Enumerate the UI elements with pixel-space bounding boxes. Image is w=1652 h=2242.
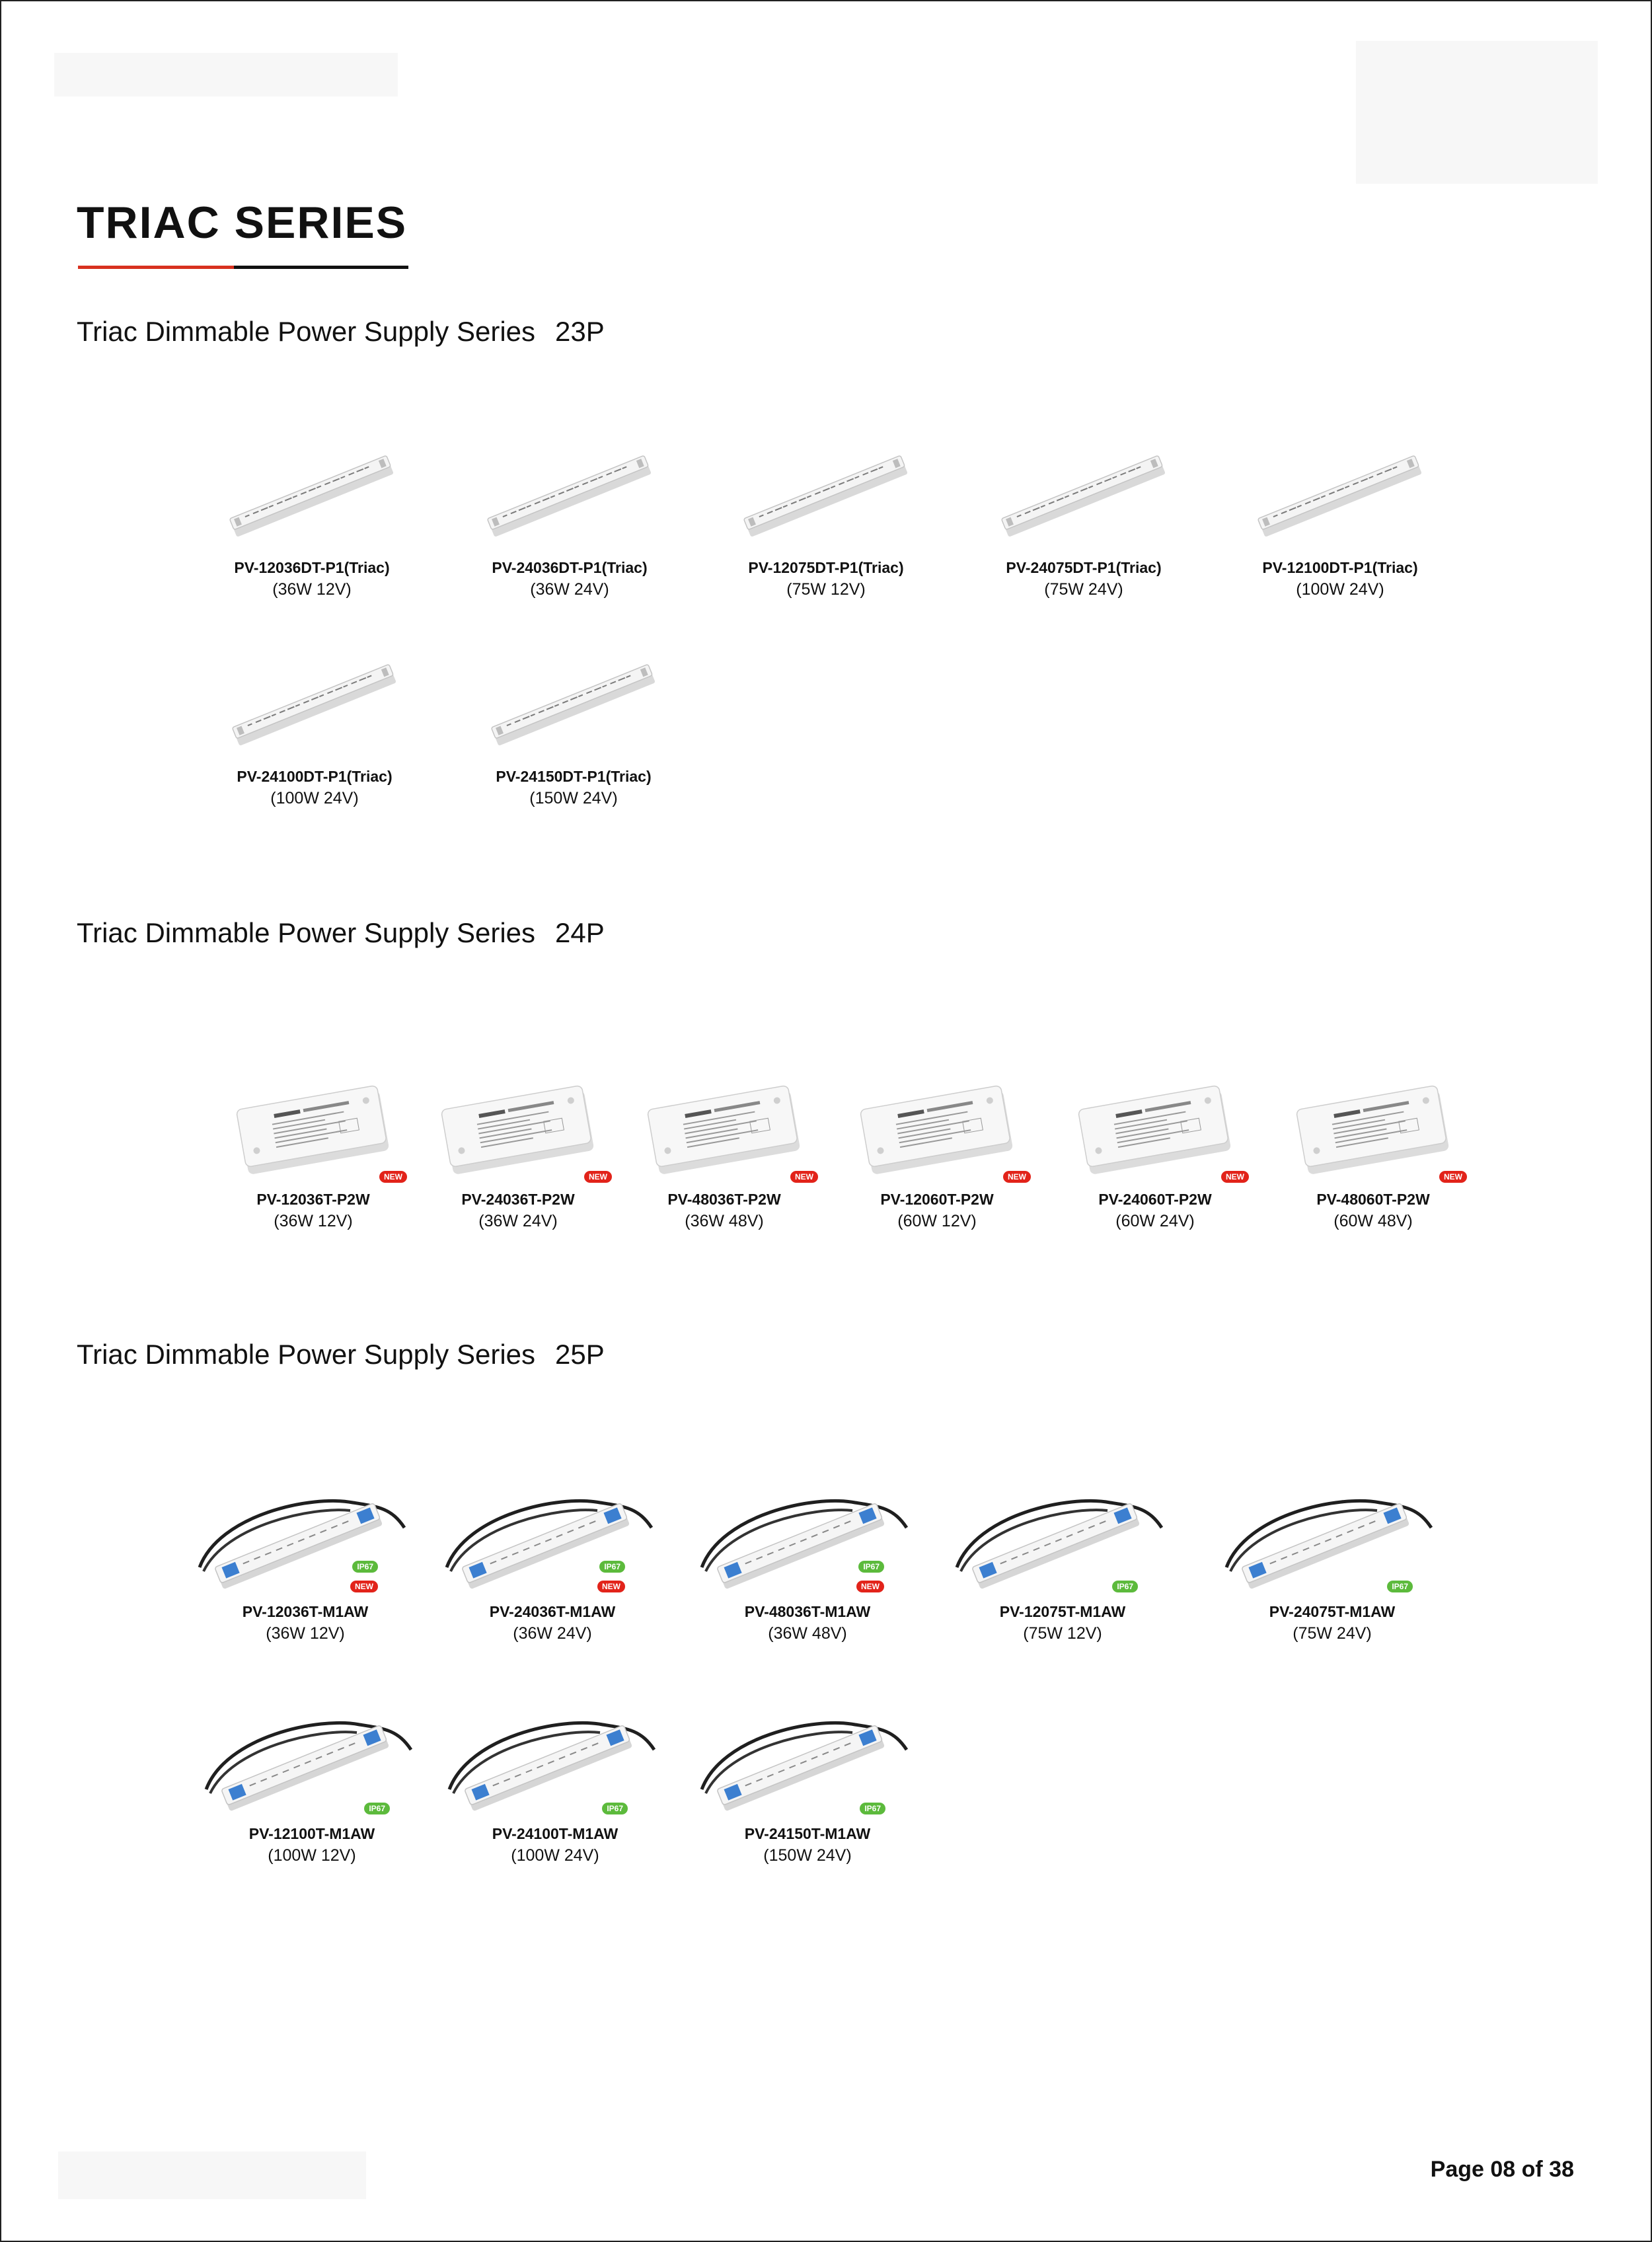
product-card[interactable] bbox=[427, 1468, 678, 1666]
page-title: TRIAC SERIES bbox=[77, 198, 408, 248]
waterproof-driver-image bbox=[427, 1468, 678, 1600]
ip67-badge: IP67 bbox=[602, 1803, 628, 1814]
slim-driver-image bbox=[444, 424, 695, 556]
product-name: PV-12036DT-P1(Triac) bbox=[234, 559, 390, 576]
waterproof-driver-image bbox=[682, 1690, 933, 1822]
new-badge: NEW bbox=[350, 1581, 378, 1592]
product-name: PV-24100DT-P1(Triac) bbox=[237, 768, 393, 785]
section-heading-23p bbox=[77, 316, 605, 348]
waterproof-driver-image bbox=[937, 1468, 1188, 1600]
slim-driver-image bbox=[700, 424, 952, 556]
new-badge: NEW bbox=[856, 1581, 884, 1592]
page-number: Page 08 of 38 bbox=[1430, 2157, 1574, 2182]
product-name: PV-12060T-P2W bbox=[880, 1191, 994, 1208]
product-card[interactable] bbox=[1207, 1468, 1458, 1666]
waterproof-driver-image bbox=[682, 1468, 933, 1600]
new-badge: NEW bbox=[1439, 1171, 1467, 1183]
product-name: PV-24150DT-P1(Triac) bbox=[496, 768, 652, 785]
product-name: PV-48036T-M1AW bbox=[744, 1603, 871, 1620]
product-spec: (36W 48V) bbox=[685, 1212, 764, 1230]
waterproof-driver-image bbox=[1207, 1468, 1458, 1600]
product-spec: (75W 24V) bbox=[1293, 1624, 1372, 1643]
product-card[interactable] bbox=[958, 424, 1209, 622]
product-card[interactable] bbox=[180, 1468, 431, 1666]
title-underline-accent bbox=[78, 266, 234, 269]
product-spec: (36W 12V) bbox=[272, 580, 352, 599]
faint-header-mark bbox=[1356, 41, 1598, 184]
product-name: PV-24060T-P2W bbox=[1098, 1191, 1212, 1208]
product-name: PV-24036T-P2W bbox=[461, 1191, 575, 1208]
slim-driver-image bbox=[448, 633, 699, 765]
product-card[interactable] bbox=[1215, 424, 1466, 622]
waterproof-driver-image bbox=[430, 1690, 681, 1822]
product-card[interactable] bbox=[700, 424, 952, 622]
slim-driver-image bbox=[186, 424, 437, 556]
product-spec: (100W 12V) bbox=[268, 1846, 356, 1865]
box-driver-image bbox=[1030, 1056, 1281, 1188]
section-heading-25p bbox=[77, 1339, 605, 1370]
product-name: PV-48060T-P2W bbox=[1316, 1191, 1430, 1208]
product-card[interactable] bbox=[811, 1056, 1063, 1254]
new-badge: NEW bbox=[1003, 1171, 1031, 1183]
slim-driver-image bbox=[189, 633, 440, 765]
product-card[interactable] bbox=[430, 1690, 681, 1888]
product-name: PV-12036T-P2W bbox=[256, 1191, 370, 1208]
title-underline bbox=[78, 266, 408, 269]
section-label: Triac Dimmable Power Supply Series bbox=[77, 917, 536, 948]
ip67-badge: IP67 bbox=[364, 1803, 390, 1814]
product-name: PV-12100T-M1AW bbox=[248, 1825, 375, 1842]
new-badge: NEW bbox=[1221, 1171, 1249, 1183]
product-spec: (75W 24V) bbox=[1044, 580, 1123, 599]
product-card[interactable] bbox=[448, 633, 699, 831]
product-spec: (60W 48V) bbox=[1333, 1212, 1413, 1230]
ip67-badge: IP67 bbox=[352, 1561, 378, 1573]
ip67-badge: IP67 bbox=[1387, 1581, 1413, 1592]
ip67-badge: IP67 bbox=[1112, 1581, 1138, 1592]
section-code: 24P bbox=[555, 917, 605, 948]
product-name: PV-24100T-M1AW bbox=[492, 1825, 619, 1842]
new-badge: NEW bbox=[584, 1171, 612, 1183]
product-card[interactable] bbox=[1030, 1056, 1281, 1254]
new-badge: NEW bbox=[790, 1171, 818, 1183]
product-spec: (75W 12V) bbox=[786, 580, 866, 599]
product-spec: (36W 24V) bbox=[513, 1624, 592, 1643]
product-spec: (60W 12V) bbox=[897, 1212, 977, 1230]
product-name: PV-48036T-P2W bbox=[667, 1191, 781, 1208]
faint-header-logo bbox=[54, 53, 398, 96]
slim-driver-image bbox=[1215, 424, 1466, 556]
product-card[interactable] bbox=[186, 1690, 437, 1888]
ip67-badge: IP67 bbox=[860, 1803, 885, 1814]
product-card[interactable] bbox=[682, 1468, 933, 1666]
product-spec: (36W 24V) bbox=[530, 580, 609, 599]
product-spec: (36W 48V) bbox=[768, 1624, 847, 1643]
product-card[interactable] bbox=[186, 424, 437, 622]
product-card[interactable] bbox=[189, 633, 440, 831]
section-code: 23P bbox=[555, 316, 605, 347]
product-name: PV-24075DT-P1(Triac) bbox=[1006, 559, 1162, 576]
product-card[interactable] bbox=[1248, 1056, 1499, 1254]
faint-footer-mark bbox=[58, 2151, 366, 2199]
product-name: PV-24036DT-P1(Triac) bbox=[492, 559, 648, 576]
product-spec: (100W 24V) bbox=[1296, 580, 1384, 599]
section-heading-24p bbox=[77, 917, 605, 949]
product-spec: (60W 24V) bbox=[1115, 1212, 1195, 1230]
product-spec: (36W 12V) bbox=[266, 1624, 345, 1643]
section-label: Triac Dimmable Power Supply Series bbox=[77, 1339, 536, 1370]
product-name: PV-12075T-M1AW bbox=[999, 1603, 1126, 1620]
product-card[interactable] bbox=[444, 424, 695, 622]
slim-driver-image bbox=[958, 424, 1209, 556]
product-spec: (150W 24V) bbox=[529, 789, 618, 807]
ip67-badge: IP67 bbox=[858, 1561, 884, 1573]
section-label: Triac Dimmable Power Supply Series bbox=[77, 316, 536, 347]
product-spec: (100W 24V) bbox=[270, 789, 359, 807]
product-card[interactable] bbox=[937, 1468, 1188, 1666]
product-spec: (100W 24V) bbox=[511, 1846, 599, 1865]
product-card[interactable] bbox=[682, 1690, 933, 1888]
product-spec: (36W 24V) bbox=[478, 1212, 558, 1230]
product-name: PV-24036T-M1AW bbox=[489, 1603, 616, 1620]
product-name: PV-12036T-M1AW bbox=[242, 1603, 369, 1620]
section-code: 25P bbox=[555, 1339, 605, 1370]
product-name: PV-12075DT-P1(Triac) bbox=[748, 559, 904, 576]
product-spec: (150W 24V) bbox=[763, 1846, 852, 1865]
ip67-badge: IP67 bbox=[599, 1561, 625, 1573]
product-spec: (36W 12V) bbox=[274, 1212, 353, 1230]
product-spec: (75W 12V) bbox=[1023, 1624, 1102, 1643]
new-badge: NEW bbox=[379, 1171, 407, 1183]
box-driver-image bbox=[1248, 1056, 1499, 1188]
new-badge: NEW bbox=[597, 1581, 625, 1592]
waterproof-driver-image bbox=[186, 1690, 437, 1822]
waterproof-driver-image bbox=[180, 1468, 431, 1600]
product-name: PV-24150T-M1AW bbox=[744, 1825, 871, 1842]
box-driver-image bbox=[811, 1056, 1063, 1188]
product-name: PV-12100DT-P1(Triac) bbox=[1262, 559, 1418, 576]
product-name: PV-24075T-M1AW bbox=[1269, 1603, 1396, 1620]
